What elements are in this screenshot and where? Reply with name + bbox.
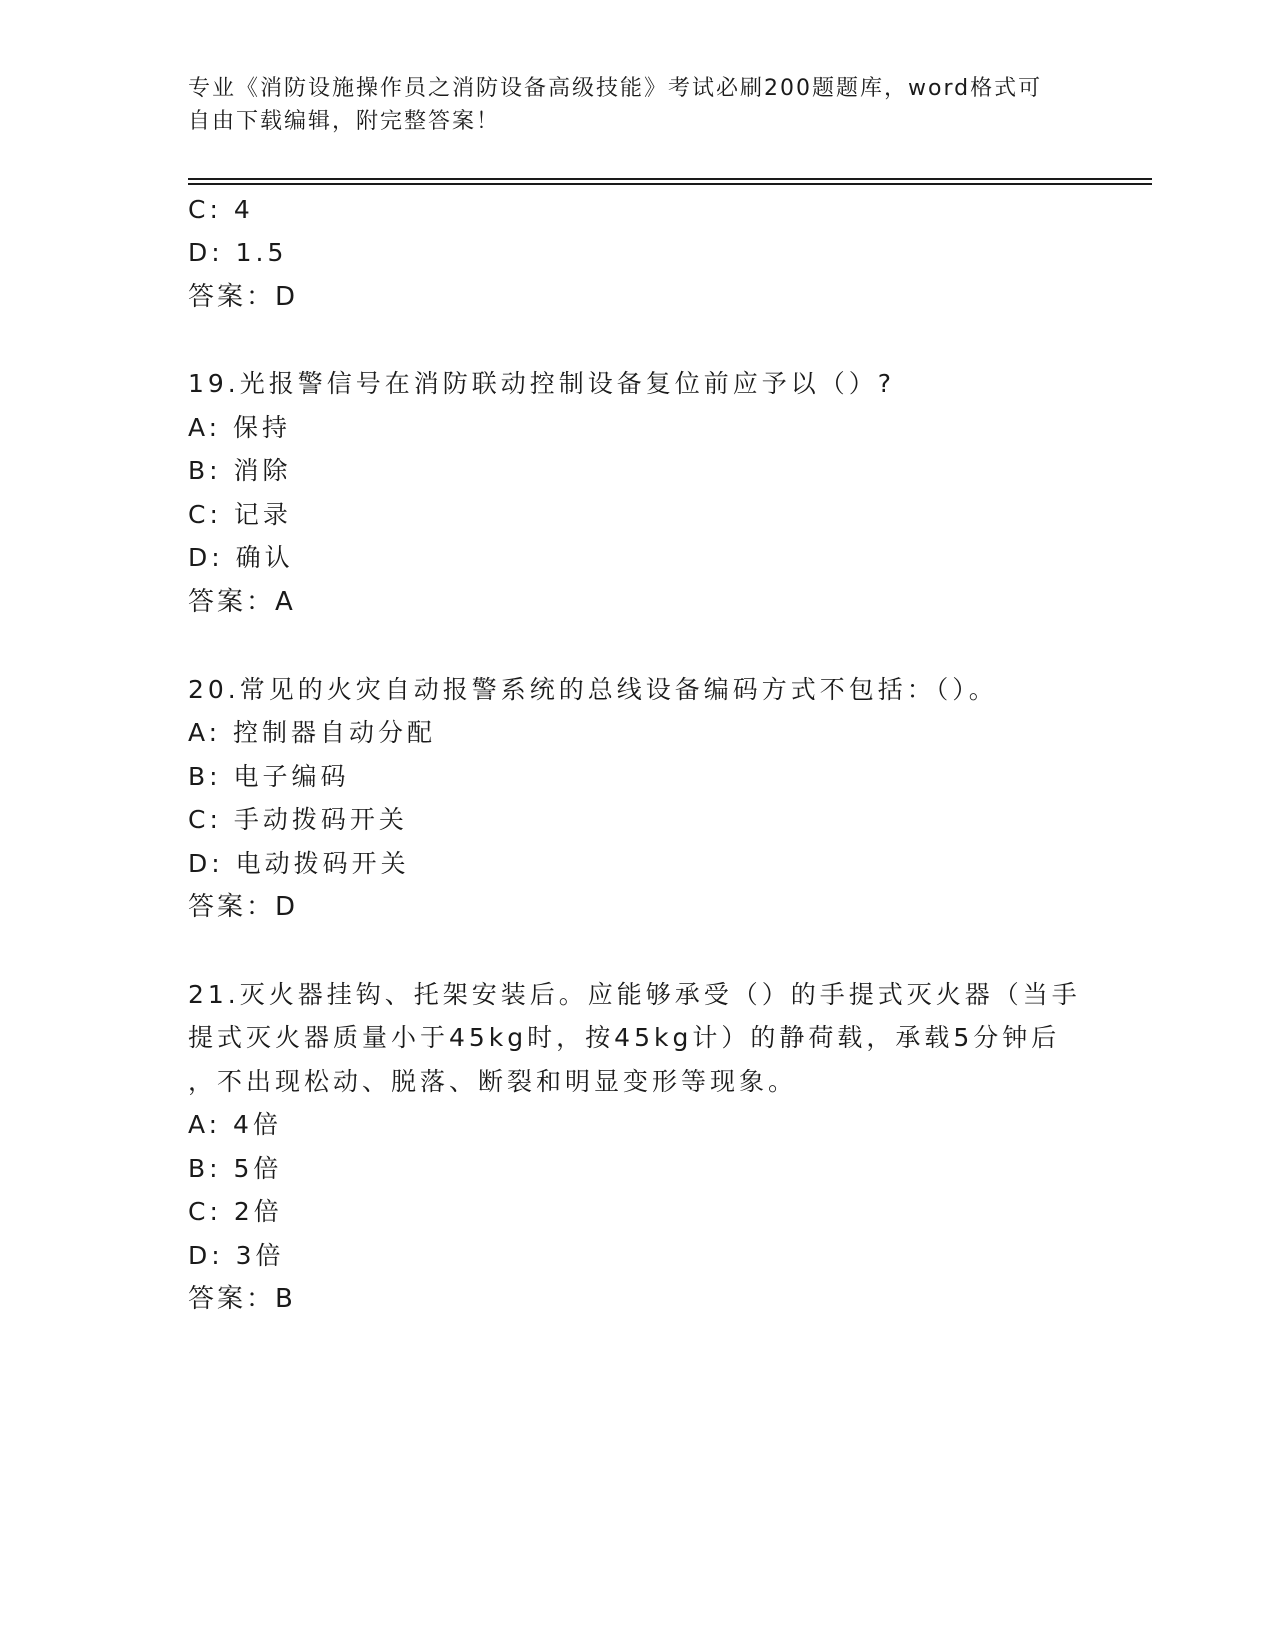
header-rule-top [188, 178, 1152, 180]
header-line-2: 自由下载编辑，附完整答案！ [188, 109, 501, 134]
question-20-option-c: C: 手动拨码开关 [188, 805, 408, 834]
question-19-option-b: B: 消除 [188, 456, 292, 485]
question-21-stem-line-2: 提式灭火器质量小于45kg时，按45kg计）的静荷载，承载5分钟后 [188, 1023, 1061, 1052]
question-21-option-c: C: 2倍 [188, 1197, 283, 1226]
header-rule-bottom [188, 183, 1152, 185]
question-20-option-d: D: 电动拨码开关 [188, 849, 410, 878]
option-c: C: 4 [188, 195, 254, 224]
question-19-answer: 答案：A [188, 587, 296, 617]
question-21-option-b: B: 5倍 [188, 1154, 283, 1183]
option-d: D: 1.5 [188, 238, 288, 267]
question-21-option-a: A: 4倍 [188, 1110, 282, 1139]
question-21-stem-line-3: ，不出现松动、脱落、断裂和明显变形等现象。 [188, 1067, 798, 1096]
document-header [188, 72, 1088, 138]
question-20-option-b: B: 电子编码 [188, 762, 350, 791]
answer-line: 答案：D [188, 282, 299, 312]
question-21-option-d: D: 3倍 [188, 1241, 285, 1270]
question-19-stem: 19.光报警信号在消防联动控制设备复位前应予以（）? [188, 369, 896, 398]
question-21-answer: 答案：B [188, 1284, 296, 1314]
question-21-stem-line-1: 21.灭火器挂钩、托架安装后。应能够承受（）的手提式灭火器（当手 [188, 980, 1081, 1009]
question-19-option-a: A: 保持 [188, 413, 292, 442]
question-20-stem: 20.常见的火灾自动报警系统的总线设备编码方式不包括：（）。 [188, 675, 998, 704]
question-20-option-a: A: 控制器自动分配 [188, 718, 437, 747]
question-20-answer: 答案：D [188, 892, 299, 922]
header-line-1: 专业《消防设施操作员之消防设备高级技能》考试必刷200题题库，word格式可 [188, 76, 1043, 101]
question-19-option-d: D: 确认 [188, 543, 294, 572]
question-19-option-c: C: 记录 [188, 500, 292, 529]
